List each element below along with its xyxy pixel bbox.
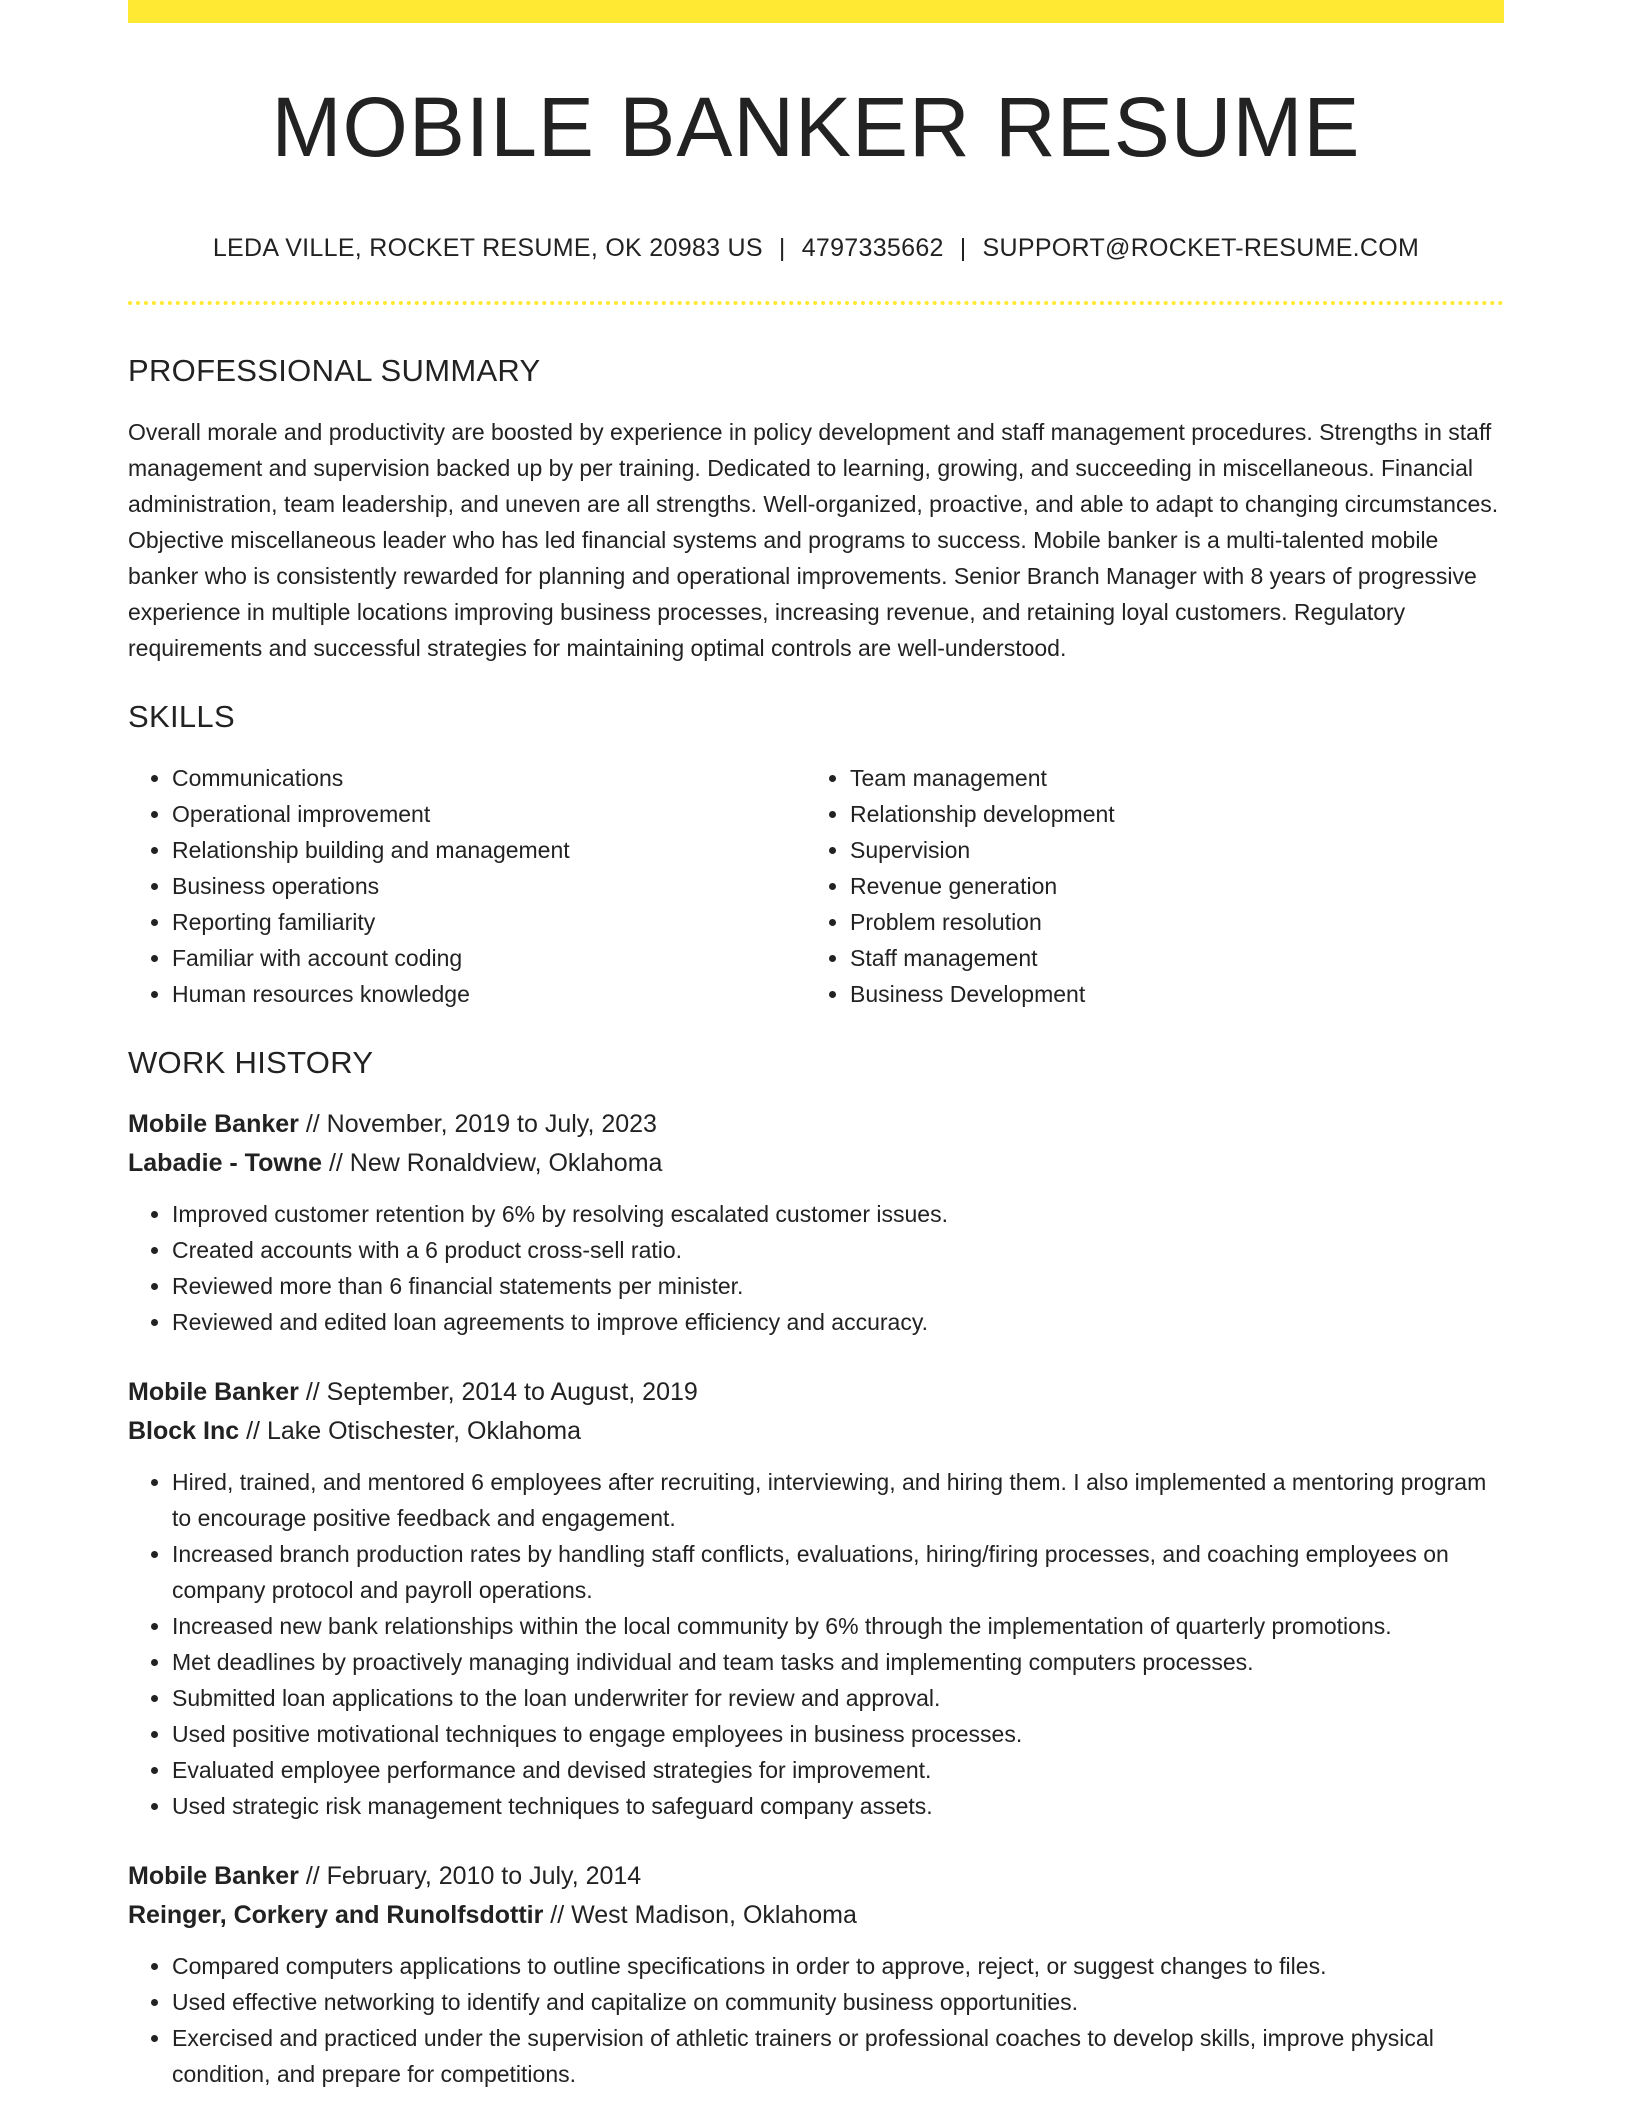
skills-grid — [128, 760, 1504, 1012]
job-location: // New Ronaldview, Oklahoma — [322, 1148, 663, 1177]
job-bullets — [128, 1196, 1504, 1340]
job-title: Mobile Banker — [128, 1377, 299, 1406]
skills-section — [128, 698, 1504, 1011]
skills-column-left — [128, 760, 806, 1012]
job-entry — [128, 1373, 1504, 1824]
job-title-line — [128, 1373, 1504, 1412]
job-bullet: • Compared computers applications to outline specifications in order to approve, reject, or suggest changes to files. — [172, 1948, 1504, 1984]
summary-text: Overall morale and productivity are boosted by experience in policy development and staff management procedures. Strengths in staff management and supervision backed up by per training. Dedicated to learning, growing, and succeeding in miscellaneous. Financial administration, team leadership, and uneven are all strengths. Well-organized, proactive, and able to adapt to changing circumstances. Objective miscellaneous leader who has led financial systems and programs to success. Mobile banker is a multi-talented mobile banker who is consistently rewarded for planning and operational improvements. Senior Branch Manager with 8 years of progressive experience in multiple locations improving business processes, increasing revenue, and retaining loyal customers. Regulatory requirements and successful strategies for maintaining optimal controls are well-understood. — [128, 419, 1499, 662]
job-bullet: • Increased branch production rates by handling staff conflicts, evaluations, hiring/firing processes, and coaching employees on company protocol and payroll operations. — [172, 1536, 1504, 1608]
job-company-line — [128, 1412, 1504, 1451]
job-title-line — [128, 1105, 1504, 1144]
job-dates: // September, 2014 to August, 2019 — [298, 1377, 698, 1406]
skills-list-left — [128, 760, 806, 1012]
work-history-section — [128, 1044, 1504, 2092]
skill-item: • Problem resolution — [850, 904, 1484, 940]
job-bullets — [128, 1464, 1504, 1824]
job-company: Block Inc — [128, 1416, 240, 1445]
contact-line — [128, 233, 1504, 263]
contact-separator: | — [778, 234, 786, 263]
job-title: Mobile Banker — [128, 1861, 299, 1890]
skill-item: • Business Development — [850, 976, 1484, 1012]
contact-email: SUPPORT@ROCKET-RESUME.COM — [982, 234, 1420, 263]
skill-item: • Relationship development — [850, 796, 1484, 832]
job-bullet: • Reviewed and edited loan agreements to improve efficiency and accuracy. — [172, 1304, 1504, 1340]
job-entry — [128, 1105, 1504, 1340]
skill-item: • Human resources knowledge — [172, 976, 806, 1012]
summary-section — [128, 352, 1504, 666]
contact-address: LEDA VILLE, ROCKET RESUME, OK 20983 US — [212, 234, 763, 263]
job-entry — [128, 1857, 1504, 2092]
job-bullet: • Hired, trained, and mentored 6 employees after recruiting, interviewing, and hiring them. I also implemented a mentoring program to encourage positive feedback and engagement. — [172, 1464, 1504, 1536]
contact-phone: 4797335662 — [801, 234, 944, 263]
job-dates: // February, 2010 to July, 2014 — [298, 1861, 642, 1890]
skills-column-right — [806, 760, 1484, 1012]
skills-list-right — [806, 760, 1484, 1012]
job-title: Mobile Banker — [128, 1109, 299, 1138]
job-bullet: • Created accounts with a 6 product cross-sell ratio. — [172, 1232, 1504, 1268]
skill-item: • Team management — [850, 760, 1484, 796]
job-bullet: • Improved customer retention by 6% by resolving escalated customer issues. — [172, 1196, 1504, 1232]
job-bullet: • Used effective networking to identify and capitalize on community business opportunities. — [172, 1984, 1504, 2020]
skill-item: • Business operations — [172, 868, 806, 904]
job-bullet: • Met deadlines by proactively managing individual and team tasks and implementing computers processes. — [172, 1644, 1504, 1680]
skill-item: • Staff management — [850, 940, 1484, 976]
contact-separator: | — [959, 234, 967, 263]
job-company: Labadie - Towne — [128, 1148, 322, 1177]
job-bullet: • Submitted loan applications to the loan underwriter for review and approval. — [172, 1680, 1504, 1716]
job-company: Reinger, Corkery and Runolfsdottir — [128, 1900, 544, 1929]
job-title-line — [128, 1857, 1504, 1896]
page-title: MOBILE BANKER RESUME — [271, 80, 1361, 174]
job-location: // Lake Otischester, Oklahoma — [239, 1416, 581, 1445]
job-bullet: • Increased new bank relationships within the local community by 6% through the implementation of quarterly promotions. — [172, 1608, 1504, 1644]
job-bullets — [128, 1948, 1504, 2092]
skill-item: • Revenue generation — [850, 868, 1484, 904]
skill-item: • Communications — [172, 760, 806, 796]
skills-heading: SKILLS — [128, 699, 235, 735]
job-bullet: • Evaluated employee performance and devised strategies for improvement. — [172, 1752, 1504, 1788]
job-location: // West Madison, Oklahoma — [543, 1900, 857, 1929]
job-company-line — [128, 1144, 1504, 1183]
skill-item: • Operational improvement — [172, 796, 806, 832]
skill-item: • Supervision — [850, 832, 1484, 868]
top-accent-bar — [128, 0, 1504, 23]
job-company-line — [128, 1896, 1504, 1935]
summary-heading: PROFESSIONAL SUMMARY — [128, 353, 541, 389]
job-bullet: • Used positive motivational techniques to engage employees in business processes. — [172, 1716, 1504, 1752]
job-dates: // November, 2019 to July, 2023 — [298, 1109, 657, 1138]
skill-item: • Familiar with account coding — [172, 940, 806, 976]
job-bullet: • Exercised and practiced under the supervision of athletic trainers or professional coaches to develop skills, improve physical condition, and prepare for competitions. — [172, 2020, 1504, 2092]
skill-item: • Relationship building and management — [172, 832, 806, 868]
dotted-divider — [128, 301, 1504, 305]
job-bullet: • Used strategic risk management techniques to safeguard company assets. — [172, 1788, 1504, 1824]
skill-item: • Reporting familiarity — [172, 904, 806, 940]
resume-page — [128, 0, 1504, 2092]
job-bullet: • Reviewed more than 6 financial statements per minister. — [172, 1268, 1504, 1304]
work-history-heading: WORK HISTORY — [128, 1044, 374, 1080]
